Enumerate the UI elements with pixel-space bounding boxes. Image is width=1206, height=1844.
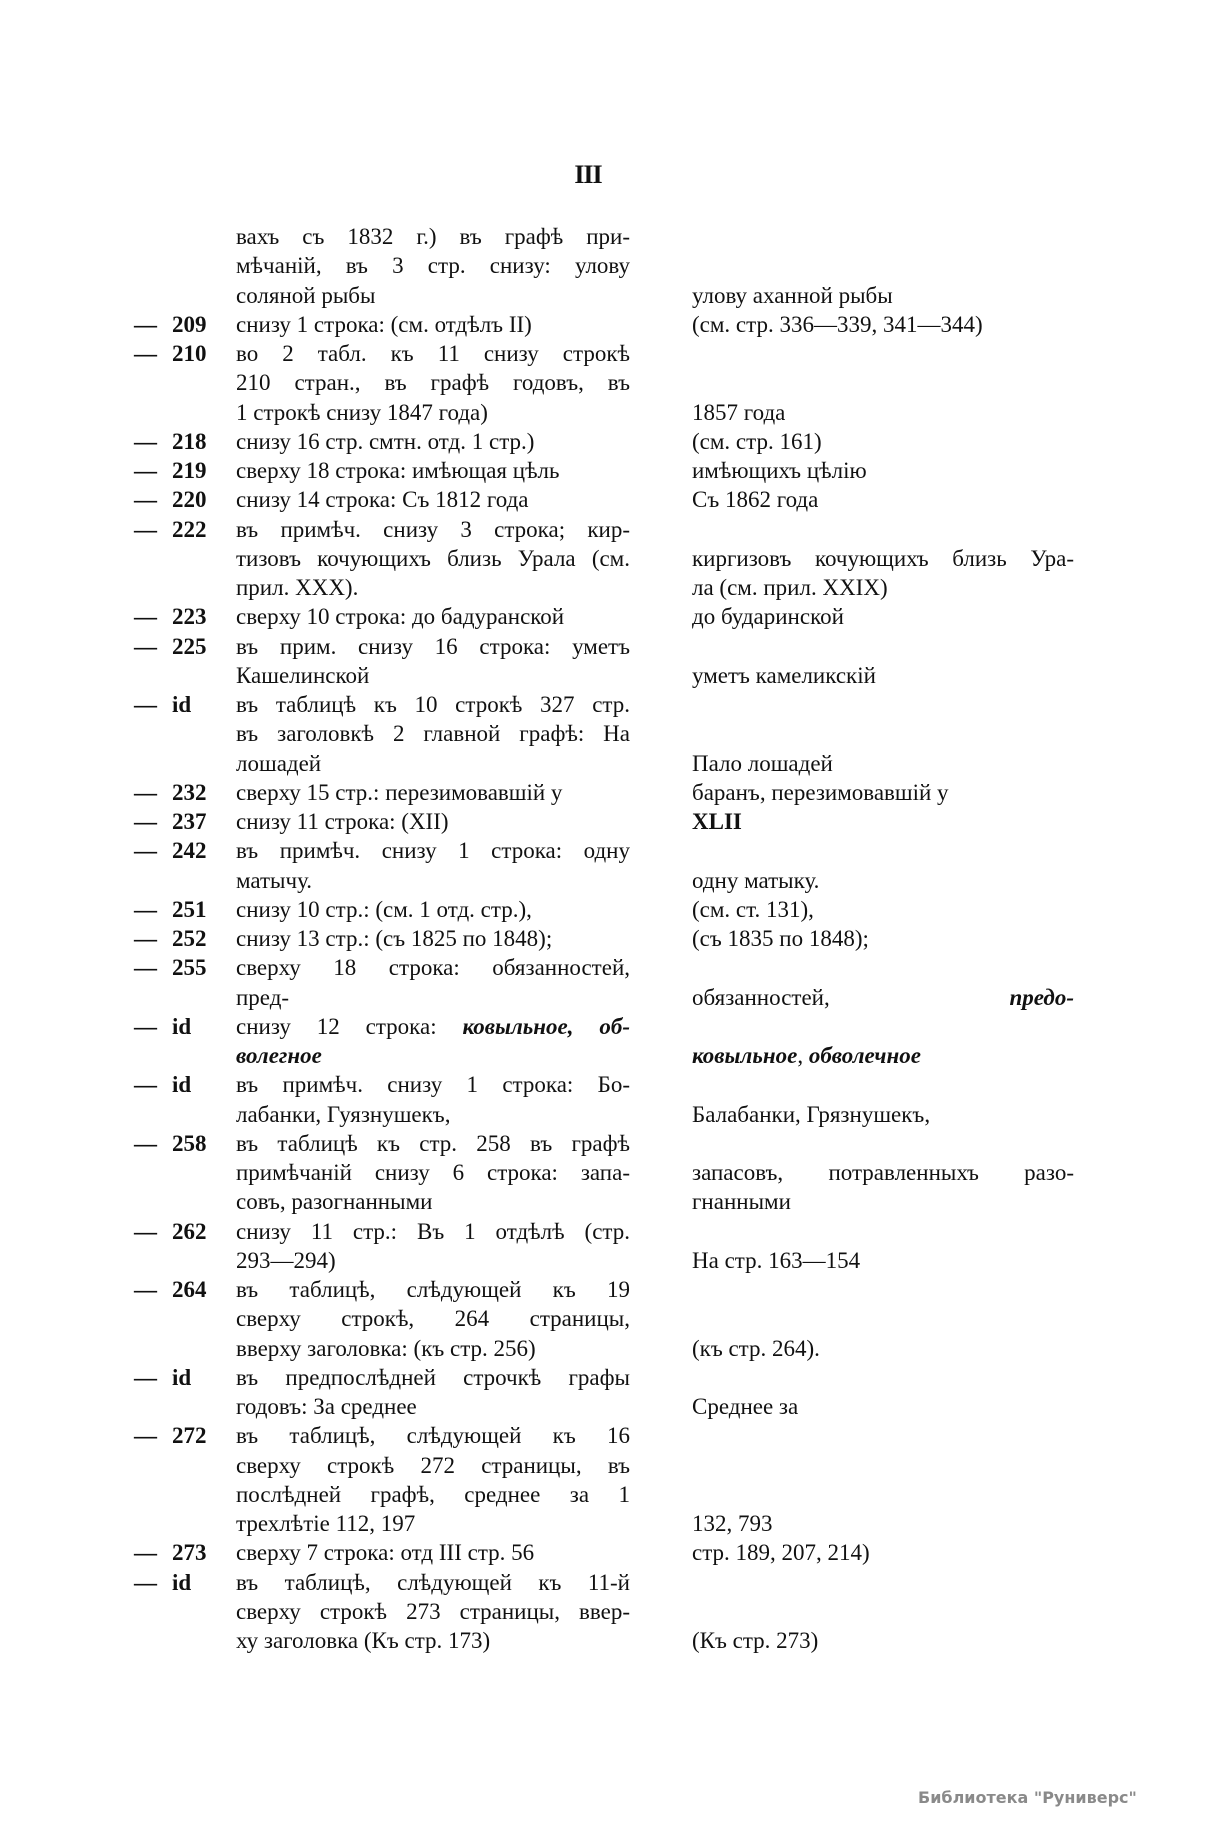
text-segment: (къ стр. 264). xyxy=(692,1335,820,1361)
corrected-text xyxy=(692,866,1074,895)
dash-mark: — xyxy=(134,1569,157,1595)
dash-mark: — xyxy=(134,1072,157,1098)
printed-text xyxy=(236,690,630,719)
dash-mark: — xyxy=(134,926,157,951)
printed-text xyxy=(236,895,630,924)
text-segment: снизу 14 строка: Съ 1812 года xyxy=(236,487,529,513)
errata-line xyxy=(0,368,1206,397)
text-segment: (см. ст. 131), xyxy=(692,896,814,922)
errata-line xyxy=(0,632,1206,661)
text-segment: до бударинской xyxy=(692,604,844,630)
errata-line xyxy=(0,1568,1206,1597)
page-reference: 252 xyxy=(172,926,207,951)
dash-mark: — xyxy=(134,955,157,981)
errata-line xyxy=(0,339,1206,368)
corrected-text xyxy=(692,456,1074,485)
errata-line xyxy=(0,749,1206,778)
printed-text xyxy=(236,251,630,280)
corrected-text xyxy=(692,427,1074,456)
page-reference: 223 xyxy=(172,604,207,630)
dash-mark: — xyxy=(134,428,157,454)
corrected-text xyxy=(692,661,1074,690)
errata-line xyxy=(0,719,1206,748)
printed-text xyxy=(236,924,630,953)
text-segment: стр. 189, 207, 214) xyxy=(692,1540,870,1566)
printed-text xyxy=(236,836,630,865)
text-segment: годовъ: За среднее xyxy=(236,1394,417,1419)
dash-mark: — xyxy=(134,1277,157,1302)
text-segment: въ таблицѣ, слѣдующей къ 19 xyxy=(236,1277,630,1302)
errata-line xyxy=(0,602,1206,631)
errata-line xyxy=(0,1451,1206,1480)
errata-line xyxy=(0,807,1206,836)
corrected-text xyxy=(692,602,1074,631)
printed-text xyxy=(236,1568,630,1597)
text-segment: примѣчаній снизу 6 строка: запа- xyxy=(236,1160,630,1185)
text-segment: киргизовъ кочующихъ близь Ура- xyxy=(692,545,1074,571)
text-segment: въ таблицѣ къ 10 строкѣ 327 стр. xyxy=(236,692,630,717)
errata-line xyxy=(0,1187,1206,1216)
text-segment: сверху строкѣ 273 страницы, ввер- xyxy=(236,1598,630,1624)
dash-mark: — xyxy=(134,311,157,337)
errata-line xyxy=(0,778,1206,807)
dash-mark: — xyxy=(134,838,157,864)
errata-line xyxy=(0,1246,1206,1275)
page-reference: 222 xyxy=(172,516,207,542)
italic-text: обволечное xyxy=(808,1043,921,1068)
errata-line xyxy=(0,866,1206,895)
errata-line xyxy=(0,1304,1206,1333)
text-segment: въ примѣч. снизу 3 строка; кир- xyxy=(236,516,630,542)
text-segment: ла (см. прил. XXIX) xyxy=(692,575,888,600)
corrected-text xyxy=(692,1100,1074,1129)
errata-line xyxy=(0,485,1206,514)
text-segment: вверху заголовка: (къ стр. 256) xyxy=(236,1335,536,1361)
corrected-text xyxy=(692,1626,1074,1655)
errata-line xyxy=(0,895,1206,924)
errata-line xyxy=(0,1421,1206,1450)
text-segment: вахъ съ 1832 г.) въ графѣ при- xyxy=(236,224,630,249)
errata-line xyxy=(0,1217,1206,1246)
text-segment: въ таблицѣ къ стр. 258 въ графѣ xyxy=(236,1130,630,1156)
text-segment: (Къ стр. 273) xyxy=(692,1628,819,1653)
page-reference: 258 xyxy=(172,1130,207,1156)
printed-text xyxy=(236,544,630,573)
text-segment: трехлѣтіе 112, 197 xyxy=(236,1511,416,1536)
page-reference: 220 xyxy=(172,487,207,513)
text-segment: снизу 13 стр.: (съ 1825 по 1848); xyxy=(236,926,553,951)
text-segment: сверху строкѣ 272 страницы, въ xyxy=(236,1452,630,1478)
printed-text xyxy=(236,1597,630,1626)
printed-text xyxy=(236,281,630,310)
page-reference: 218 xyxy=(172,428,207,454)
dash-mark: — xyxy=(134,341,157,366)
page-number: III xyxy=(574,160,602,189)
corrected-text xyxy=(692,749,1074,778)
printed-text xyxy=(236,485,630,514)
dash-mark: — xyxy=(134,1364,157,1390)
corrected-text xyxy=(692,778,1074,807)
printed-text xyxy=(236,983,630,1012)
printed-text xyxy=(236,719,630,748)
page-reference: id xyxy=(172,1569,192,1595)
text-segment: сверху 15 стр.: перезимовавшій у xyxy=(236,779,563,805)
printed-text xyxy=(236,398,630,427)
corrected-text xyxy=(692,485,1074,514)
page-reference: id xyxy=(172,1364,192,1390)
printed-text xyxy=(236,661,630,690)
errata-line xyxy=(0,1597,1206,1626)
errata-line xyxy=(0,1158,1206,1187)
page-reference: 219 xyxy=(172,458,207,483)
errata-line xyxy=(0,924,1206,953)
printed-text xyxy=(236,1246,630,1275)
text-segment: въ примѣч. снизу 1 строка: Бо- xyxy=(236,1072,630,1098)
text-segment: снизу 11 строка: (XII) xyxy=(236,809,449,834)
errata-line xyxy=(0,573,1206,602)
dash-mark: — xyxy=(134,633,157,659)
printed-text xyxy=(236,1100,630,1129)
printed-text xyxy=(236,310,630,339)
corrected-text xyxy=(692,1538,1074,1567)
corrected-text xyxy=(692,281,1074,310)
dash-mark: — xyxy=(134,692,157,717)
errata-line xyxy=(0,661,1206,690)
corrected-text xyxy=(692,1334,1074,1363)
text-segment: улову аханной рыбы xyxy=(692,282,893,308)
page-reference: 264 xyxy=(172,1277,207,1302)
text-segment: Съ 1862 года xyxy=(692,487,819,513)
printed-text xyxy=(236,339,630,368)
dash-mark: — xyxy=(134,458,157,483)
printed-text xyxy=(236,778,630,807)
printed-text xyxy=(236,222,630,251)
printed-text xyxy=(236,1509,630,1538)
text-segment: На стр. 163—154 xyxy=(692,1247,861,1273)
dash-mark: — xyxy=(134,1540,157,1566)
printed-text xyxy=(236,602,630,631)
text-segment: уметъ камеликскій xyxy=(692,662,876,688)
corrected-text xyxy=(692,807,1074,836)
errata-line xyxy=(0,1129,1206,1158)
page-reference: 262 xyxy=(172,1218,207,1244)
text-segment: Балабанки, Грязнушекъ, xyxy=(692,1101,931,1127)
dash-mark: — xyxy=(134,487,157,513)
errata-line xyxy=(0,1070,1206,1099)
errata-line xyxy=(0,983,1206,1012)
page-reference: 273 xyxy=(172,1540,207,1566)
errata-line xyxy=(0,1100,1206,1129)
text-segment: одну матыку. xyxy=(692,867,820,893)
printed-text xyxy=(236,1451,630,1480)
errata-line xyxy=(0,281,1206,310)
text-segment: баранъ, перезимовавшій у xyxy=(692,779,949,805)
printed-text xyxy=(236,1304,630,1333)
corrected-text xyxy=(692,573,1074,602)
text-segment: 1 строкѣ снизу 1847 года) xyxy=(236,399,488,425)
printed-text xyxy=(236,1480,630,1509)
text-segment: ху заголовка (Къ стр. 173) xyxy=(236,1628,491,1653)
italic-text: ковыльное xyxy=(692,1043,798,1068)
errata-line xyxy=(0,1392,1206,1421)
text-segment: въ заголовкѣ 2 главной графѣ: На xyxy=(236,721,630,747)
errata-line xyxy=(0,690,1206,719)
text-segment: матычу. xyxy=(236,867,313,893)
text-segment: снизу 16 стр. смтн. отд. 1 стр.) xyxy=(236,428,535,454)
errata-line xyxy=(0,544,1206,573)
printed-text xyxy=(236,456,630,485)
printed-text xyxy=(236,953,630,982)
errata-line xyxy=(0,427,1206,456)
corrected-text xyxy=(692,398,1074,427)
text-segment: Пало лошадей xyxy=(692,750,833,776)
printed-text xyxy=(236,515,630,544)
page-reference: id xyxy=(172,1072,192,1098)
dash-mark: — xyxy=(134,1423,157,1449)
text-segment: лабанки, Гуязнушекъ, xyxy=(236,1101,451,1127)
printed-text xyxy=(236,807,630,836)
errata-line xyxy=(0,1012,1206,1041)
errata-line xyxy=(0,222,1206,251)
corrected-text xyxy=(692,310,1074,339)
page-reference: 232 xyxy=(172,779,207,805)
text-segment: XLII xyxy=(692,809,742,834)
errata-line xyxy=(0,1626,1206,1655)
page-reference: 251 xyxy=(172,896,207,922)
errata-line xyxy=(0,1363,1206,1392)
errata-line xyxy=(0,1041,1206,1070)
text-segment: сверху 7 строка: отд III стр. 56 xyxy=(236,1540,535,1566)
dash-mark: — xyxy=(134,516,157,542)
printed-text xyxy=(236,1187,630,1216)
corrected-text xyxy=(692,1158,1074,1187)
text-segment: 132, 793 xyxy=(692,1511,773,1536)
page-reference: 242 xyxy=(172,838,207,864)
errata-line xyxy=(0,515,1206,544)
text-segment: соляной рыбы xyxy=(236,282,376,308)
page-reference: id xyxy=(172,692,192,717)
text-segment: обязанностей, xyxy=(692,984,1010,1010)
text-segment: лошадей xyxy=(236,750,322,776)
italic-text: волегное xyxy=(236,1043,322,1068)
text-segment: во 2 табл. къ 11 снизу строкѣ xyxy=(236,341,630,366)
italic-text: ковыльное, об- xyxy=(462,1013,630,1039)
errata-line xyxy=(0,1480,1206,1509)
text-segment: (см. стр. 161) xyxy=(692,428,822,454)
corrected-text xyxy=(692,924,1074,953)
corrected-text xyxy=(692,983,1074,1012)
dash-mark: — xyxy=(134,1218,157,1244)
printed-text xyxy=(236,1421,630,1450)
text-segment: , xyxy=(797,1043,809,1068)
text-segment: снизу 1 строка: (см. отдѣлъ II) xyxy=(236,311,532,337)
errata-line xyxy=(0,310,1206,339)
printed-text xyxy=(236,1626,630,1655)
corrected-text xyxy=(692,1041,1074,1070)
printed-text xyxy=(236,1012,630,1041)
printed-text xyxy=(236,1041,630,1070)
errata-line xyxy=(0,1334,1206,1363)
errata-line xyxy=(0,953,1206,982)
printed-text xyxy=(236,866,630,895)
printed-text xyxy=(236,632,630,661)
text-segment: 210 стран., въ графѣ годовъ, въ xyxy=(236,370,630,396)
printed-text xyxy=(236,1158,630,1187)
text-segment: совъ, разогнанными xyxy=(236,1189,433,1215)
errata-line xyxy=(0,836,1206,865)
text-segment: снизу 12 строка: xyxy=(236,1013,463,1039)
corrected-text xyxy=(692,1392,1074,1421)
dash-mark: — xyxy=(134,779,157,805)
printed-text xyxy=(236,573,630,602)
corrected-text xyxy=(692,1187,1074,1216)
errata-line xyxy=(0,1275,1206,1304)
errata-line xyxy=(0,398,1206,427)
text-segment: тизовъ кочующихъ близь Урала (см. xyxy=(236,545,630,571)
dash-mark: — xyxy=(134,809,157,834)
printed-text xyxy=(236,1275,630,1304)
printed-text xyxy=(236,427,630,456)
text-segment: (см. стр. 336—339, 341—344) xyxy=(692,311,983,337)
errata-line xyxy=(0,1538,1206,1567)
text-segment: 293—294) xyxy=(236,1247,336,1273)
text-segment: Кашелинской xyxy=(236,662,370,688)
text-segment: сверху 10 строка: до бадуранской xyxy=(236,604,565,630)
text-segment: снизу 10 стр.: (см. 1 отд. стр.), xyxy=(236,896,532,922)
printed-text xyxy=(236,1538,630,1567)
printed-text xyxy=(236,1070,630,1099)
text-segment: въ таблицѣ, слѣдующей къ 11-й xyxy=(236,1569,630,1595)
text-segment: снизу 11 стр.: Въ 1 отдѣлѣ (стр. xyxy=(236,1218,630,1244)
dash-mark: — xyxy=(134,896,157,922)
text-segment: въ прим. снизу 16 строка: уметъ xyxy=(236,633,630,659)
text-segment: (съ 1835 по 1848); xyxy=(692,926,869,951)
text-segment: въ примѣч. снизу 1 строка: одну xyxy=(236,838,630,864)
text-segment: сверху 18 строка: имѣющая цѣль xyxy=(236,458,560,483)
page-reference: 209 xyxy=(172,311,207,337)
text-segment: сверху строкѣ, 264 страницы, xyxy=(236,1306,630,1332)
text-segment: послѣдней графѣ, среднее за 1 xyxy=(236,1481,630,1507)
text-segment: имѣющихъ цѣлію xyxy=(692,458,867,483)
printed-text xyxy=(236,1392,630,1421)
italic-text: предо- xyxy=(1009,984,1074,1010)
page-reference: 225 xyxy=(172,633,207,659)
errata-line xyxy=(0,251,1206,280)
errata-line xyxy=(0,1509,1206,1538)
text-segment: въ предпослѣдней строчкѣ графы xyxy=(236,1364,630,1390)
printed-text xyxy=(236,368,630,397)
page-reference: 237 xyxy=(172,809,207,834)
page-reference: 272 xyxy=(172,1423,207,1449)
errata-line xyxy=(0,456,1206,485)
text-segment: запасовъ, потравленныхъ разо- xyxy=(692,1160,1074,1185)
printed-text xyxy=(236,1363,630,1392)
text-segment: Среднее за xyxy=(692,1394,799,1419)
corrected-text xyxy=(692,895,1074,924)
dash-mark: — xyxy=(134,1013,157,1039)
dash-mark: — xyxy=(134,1130,157,1156)
text-segment: сверху 18 строка: обязанностей, xyxy=(236,955,630,981)
text-segment: въ таблицѣ, слѣдующей къ 16 xyxy=(236,1423,630,1449)
page-reference: 210 xyxy=(172,341,207,366)
text-segment: 1857 года xyxy=(692,399,786,425)
printed-text xyxy=(236,1129,630,1158)
corrected-text xyxy=(692,544,1074,573)
text-segment: прил. XXX). xyxy=(236,575,359,600)
corrected-text xyxy=(692,1246,1074,1275)
corrected-text xyxy=(692,1509,1074,1538)
text-segment: гнанными xyxy=(692,1189,791,1215)
page-reference: id xyxy=(172,1013,192,1039)
text-segment: пред- xyxy=(236,984,290,1010)
dash-mark: — xyxy=(134,604,157,630)
library-watermark: Библиотека "Руниверс" xyxy=(918,1788,1137,1807)
text-segment: мѣчаній, въ 3 стр. снизу: улову xyxy=(236,253,630,279)
page-reference: 255 xyxy=(172,955,207,981)
printed-text xyxy=(236,1334,630,1363)
printed-text xyxy=(236,749,630,778)
printed-text xyxy=(236,1217,630,1246)
